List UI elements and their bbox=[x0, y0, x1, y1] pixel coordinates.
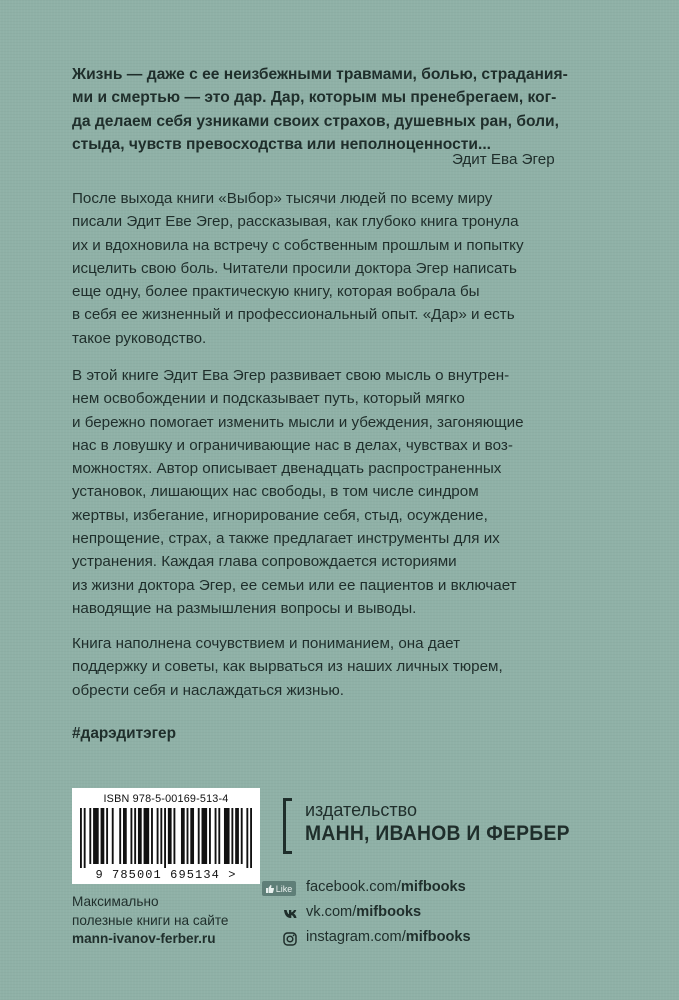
publisher-label: издательство bbox=[305, 800, 417, 820]
barcode-bar bbox=[144, 808, 150, 864]
publisher-name: МАНН, ИВАНОВ И ФЕРБЕР bbox=[305, 822, 570, 845]
barcode-bar bbox=[164, 808, 166, 868]
vk-link[interactable] bbox=[306, 904, 421, 920]
barcode-digits: 9 785001 695134 > bbox=[95, 868, 237, 882]
quote-line: Жизнь — даже с ее неизбежными травмами, болью, страдания- bbox=[72, 66, 568, 83]
like-badge-label: Like bbox=[275, 883, 293, 894]
barcode-bar bbox=[173, 808, 175, 864]
barcode-bar bbox=[130, 808, 132, 864]
description-paragraph-2 bbox=[72, 364, 592, 620]
paragraph-line: писали Эдит Еве Эгер, рассказывая, как глубоко книга тронула bbox=[72, 213, 519, 231]
quote-line: стыда, чувств превосходства или неполноценности... bbox=[72, 136, 492, 154]
paragraph-line: В этой книге Эдит Ева Эгер развивает свою мысль о внутрен- bbox=[72, 367, 510, 384]
barcode-bar bbox=[241, 808, 243, 864]
isbn-label: ISBN 978-5-00169-513-4 bbox=[103, 793, 229, 805]
website-note-line: полезные книги на сайте bbox=[72, 912, 229, 928]
facebook-handle: mifbooks bbox=[400, 879, 466, 895]
barcode-bar bbox=[218, 808, 220, 864]
barcode-bar bbox=[101, 808, 105, 864]
description-paragraph-3 bbox=[72, 632, 592, 702]
isbn-barcode bbox=[72, 788, 260, 884]
website-note-line: Максимально bbox=[72, 894, 159, 909]
website-note bbox=[72, 893, 272, 949]
barcode-bar bbox=[224, 808, 230, 864]
paragraph-line: обрести себя и наслаждаться жизнью. bbox=[72, 681, 344, 699]
barcode-bar bbox=[209, 808, 211, 864]
barcode-bar bbox=[168, 808, 172, 864]
barcode-bar bbox=[231, 808, 233, 864]
paragraph-line: можностях. Автор описывает двенадцать распространенных bbox=[72, 460, 502, 478]
website-url[interactable]: mann-ivanov-ferber.ru bbox=[72, 931, 216, 946]
quote-line: да делаем себя узниками своих страхов, душевных ран, боли, bbox=[72, 112, 559, 130]
paragraph-line: установок, лишающих нас свободы, в том числе синдром bbox=[72, 483, 479, 501]
facebook-prefix: facebook.com/ bbox=[306, 879, 401, 895]
barcode-bar bbox=[138, 808, 142, 864]
barcode-bar bbox=[198, 808, 200, 864]
barcode-bar bbox=[157, 808, 159, 864]
barcode-bar bbox=[250, 808, 252, 868]
paragraph-line: устранения. Каждая глава сопровождается историями bbox=[72, 553, 457, 571]
barcode-bar bbox=[235, 808, 239, 864]
barcode-bar bbox=[106, 808, 108, 864]
paragraph-line: нас в ловушку и ограничивающие нас в делах, чувствах и воз- bbox=[72, 436, 513, 454]
instagram-handle: mifbooks bbox=[405, 929, 471, 945]
barcode-bar bbox=[123, 808, 127, 864]
description-paragraph-1 bbox=[72, 187, 592, 350]
epigraph-quote bbox=[72, 63, 572, 157]
paragraph-line: После выхода книги «Выбор» тысячи людей по всему миру bbox=[72, 190, 493, 207]
barcode-bar bbox=[80, 808, 82, 868]
paragraph-line: жертвы, избегание, игнорирование себя, стыд, осуждение, bbox=[72, 506, 488, 524]
paragraph-line: исцелить свою боль. Читатели просили доктора Эгер написать bbox=[72, 259, 517, 277]
paragraph-line: еще одну, более практическую книгу, которая вобрала бы bbox=[72, 283, 480, 301]
barcode-bar bbox=[190, 808, 194, 864]
paragraph-line: их и вдохновила на встречу с собственным прошлым и попытку bbox=[72, 236, 524, 254]
instagram-icon bbox=[283, 931, 297, 946]
paragraph-line: поддержку и советы, как вырваться из наших личных тюрем, bbox=[72, 658, 503, 676]
vk-prefix: vk.com/ bbox=[306, 904, 357, 920]
barcode-bar bbox=[160, 808, 162, 864]
bracket-icon bbox=[283, 798, 292, 854]
paragraph-line: непрощение, страх, а также предлагает инструменты для их bbox=[72, 530, 500, 548]
paragraph-line: нем освобождении и подсказывает путь, который мягко bbox=[72, 390, 465, 408]
barcode-bar bbox=[215, 808, 217, 864]
barcode-bar bbox=[119, 808, 121, 864]
barcode-bar bbox=[187, 808, 189, 864]
paragraph-line: и бережно помогает изменить мысли и убеждения, загоняющие bbox=[72, 413, 524, 431]
barcode-bar bbox=[84, 808, 86, 868]
paragraph-line: из жизни доктора Эгер, ее семьи или ее пациентов и включает bbox=[72, 576, 517, 594]
hashtag: #дарэдитэгер bbox=[72, 725, 177, 742]
barcode-bar bbox=[93, 808, 99, 864]
instagram-link[interactable] bbox=[306, 929, 471, 945]
barcode-bar bbox=[151, 808, 153, 864]
paragraph-line: наводящие на размышления вопросы и выводы. bbox=[72, 599, 417, 617]
paragraph-line: такое руководство. bbox=[72, 329, 207, 347]
vk-icon bbox=[284, 906, 299, 921]
paragraph-line: Книга наполнена сочувствием и пониманием, она дает bbox=[72, 635, 461, 652]
quote-author: Эдит Ева Эгер bbox=[452, 151, 555, 168]
barcode-bar bbox=[134, 808, 136, 864]
barcode-bar bbox=[89, 808, 91, 864]
instagram-prefix: instagram.com/ bbox=[306, 929, 406, 945]
barcode-bar bbox=[246, 808, 248, 868]
facebook-link[interactable] bbox=[306, 879, 466, 895]
barcode-bar bbox=[112, 808, 114, 864]
vk-handle: mifbooks bbox=[356, 904, 422, 920]
barcode-bars bbox=[80, 808, 252, 868]
barcode-bar bbox=[181, 808, 185, 864]
facebook-like-icon bbox=[262, 881, 296, 896]
quote-line: ми и смертью — это дар. Дар, которым мы пренебрегаем, ког- bbox=[72, 89, 557, 107]
barcode-bar bbox=[202, 808, 208, 864]
paragraph-line: в себя ее жизненный и профессиональный опыт. «Дар» и есть bbox=[72, 306, 515, 324]
